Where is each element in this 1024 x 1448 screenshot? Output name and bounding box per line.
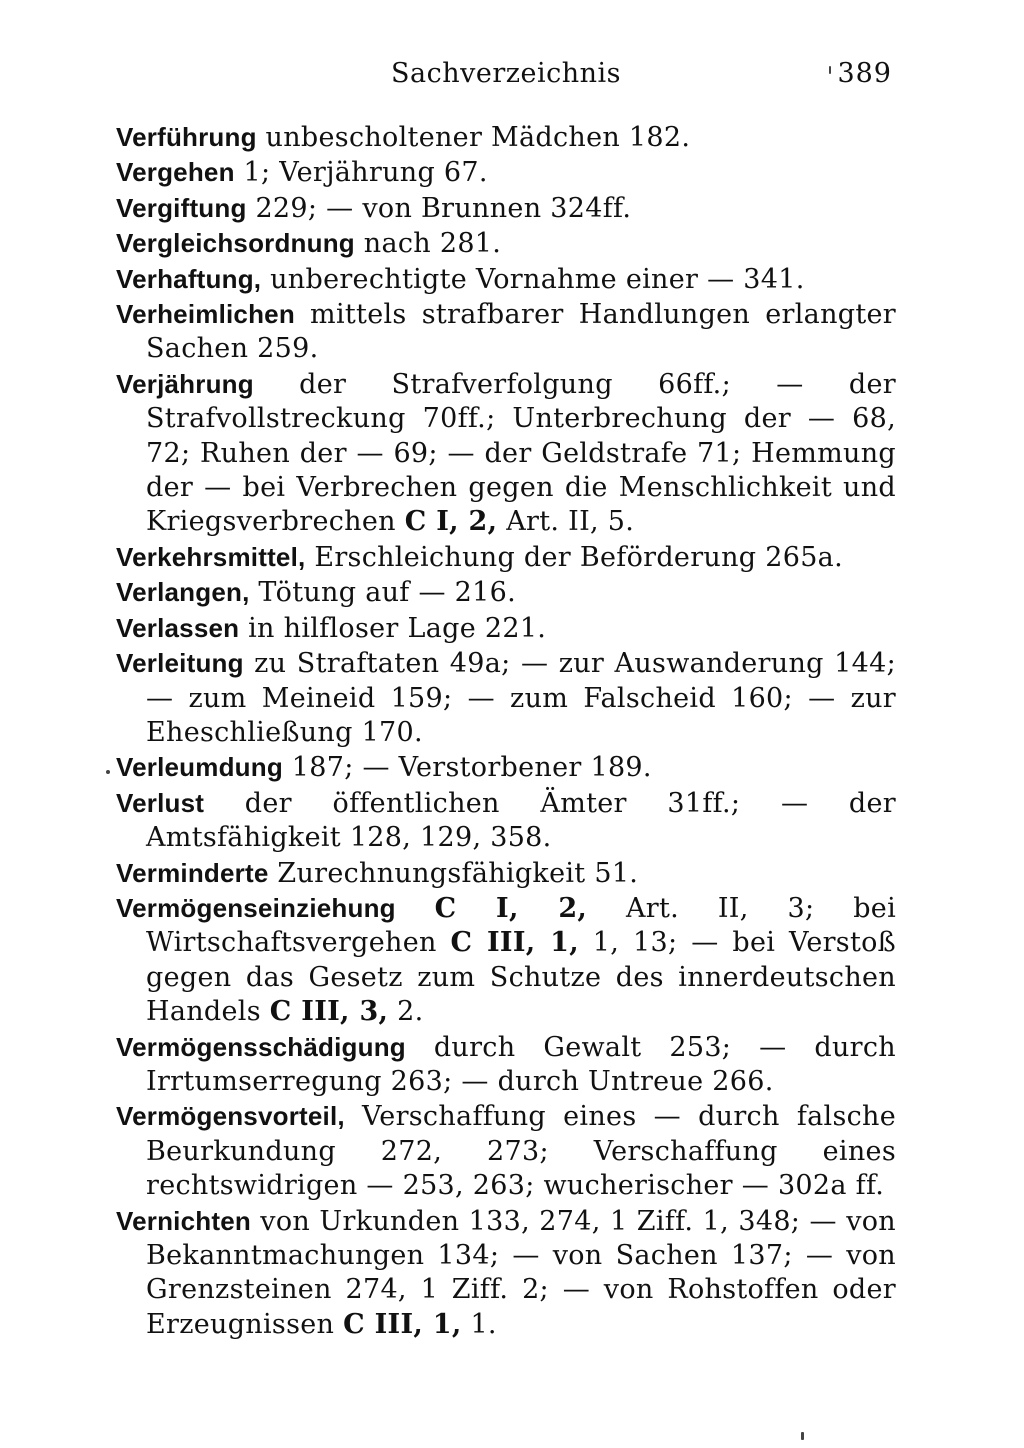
- index-entry: [116, 226, 896, 261]
- scan-speck: [829, 66, 831, 74]
- cross-reference: C III, 1,: [343, 1308, 462, 1340]
- entry-text: 2.: [388, 996, 424, 1028]
- entry-text: Art. II, 3; bei Wirtschaftsvergehen: [146, 892, 897, 959]
- page-title: Sachverzeichnis: [391, 58, 621, 89]
- index-entry: [116, 750, 896, 785]
- entry-text: mittels strafbarer Handlungen erlangter Sachen 259.: [146, 299, 896, 365]
- index-entry: [116, 1099, 896, 1203]
- index-entry: [116, 575, 896, 610]
- cross-reference: C III, 1,: [450, 927, 579, 959]
- index-entry: [116, 155, 896, 190]
- entry-keyword: Verleumdung: [116, 752, 283, 783]
- entry-text: zu Straftaten 49a; — zur Auswanderung 144; — zum Meineid 159; — zum Falscheid 160; — zur Eheschließung 170.: [146, 648, 896, 748]
- entry-text: [396, 893, 435, 924]
- entry-keyword: Vermögensvorteil,: [116, 1101, 345, 1132]
- entry-keyword: Verjährung: [116, 368, 254, 399]
- entry-keyword: Vergehen: [116, 157, 235, 188]
- entry-text: Zurechnungsfähigkeit 51.: [268, 857, 639, 889]
- entry-keyword: Verleitung: [116, 648, 244, 679]
- entry-keyword: Verlassen: [116, 612, 240, 643]
- running-header: [116, 58, 896, 94]
- entry-text: unberechtigte Vornahme einer — 341.: [261, 263, 805, 295]
- entry-text: Verschaffung eines — durch falsche Beurkundung 272, 273; Verschaffung eines rechtswidrigen — 253, 263; wucherischer — 302a ff.: [146, 1101, 896, 1202]
- entry-keyword: Vergiftung: [116, 192, 247, 223]
- entry-text: 1.: [461, 1308, 497, 1340]
- index-entry: [116, 1204, 896, 1343]
- entry-text: 1, 13; — bei Verstoß gegen das Gesetz zum Schutze des innerdeutschen Handels: [146, 927, 897, 1028]
- entry-text: unbescholtener Mädchen 182.: [256, 122, 691, 153]
- entry-keyword: Vermögensschädigung: [116, 1031, 406, 1062]
- cross-reference: C I, 2,: [434, 892, 588, 924]
- entry-keyword: Verlust: [116, 787, 205, 818]
- entry-text: Tötung auf — 216.: [249, 577, 516, 609]
- entry-text: der Strafverfolgung 66ff.; — der Strafvollstreckung 70ff.; Unterbrechung der — 68, 72; Ruhen der — 69; — der Geldstrafe 71; Hemmung der — bei Verbrechen gegen die Menschlichkeit und Kriegsverbrechen: [146, 368, 896, 538]
- entry-keyword: Vergleichsordnung: [116, 228, 355, 259]
- scan-speck: [801, 1432, 804, 1440]
- entry-keyword: Vernichten: [116, 1205, 251, 1236]
- index-entry: [116, 367, 896, 540]
- index-entry: [116, 856, 896, 891]
- entry-keyword: Vermögenseinziehung: [116, 892, 396, 923]
- entry-text: Erschleichung der Beförderung 265a.: [305, 541, 843, 573]
- entry-text: 229; — von Brunnen 324ff.: [246, 192, 632, 224]
- entry-text: 1; Verjährung 67.: [234, 157, 488, 189]
- entry-text: nach 281.: [354, 228, 502, 260]
- cross-reference: C III, 3,: [269, 996, 389, 1028]
- entry-text: in hilfloser Lage 221.: [239, 612, 547, 644]
- index-entry: [116, 540, 896, 575]
- entry-text: von Urkunden 133, 274, 1 Ziff. 1, 348; — von Bekanntmachungen 134; — von Sachen 137; — von Grenzsteinen 274, 1 Ziff. 2; — von Rohstoffen oder Erzeugnissen: [146, 1205, 896, 1340]
- index-entry: [116, 891, 896, 1030]
- entry-text: durch Gewalt 253; — durch Irrtumserregung 263; — durch Untreue 266.: [146, 1031, 896, 1097]
- index-entry: [116, 611, 896, 646]
- index-entry: [116, 297, 896, 367]
- index-entry: [116, 646, 896, 750]
- page-number: 389: [837, 58, 892, 89]
- entry-text: der öffentlichen Ämter 31ff.; — der Amtsfähigkeit 128, 129, 358.: [146, 787, 896, 854]
- entry-keyword: Verminderte: [116, 857, 269, 888]
- index-entry: [116, 262, 896, 297]
- index-entries: [116, 120, 896, 1342]
- entry-text: Art. II, 5.: [497, 506, 635, 538]
- entry-keyword: Verhaftung,: [116, 263, 262, 294]
- scan-speck: [106, 770, 110, 774]
- index-entry: [116, 191, 896, 226]
- index-entry: [116, 1030, 896, 1100]
- entry-keyword: Verlangen,: [116, 577, 250, 608]
- entry-keyword: Verkehrsmittel,: [116, 541, 306, 572]
- index-entry: [116, 120, 896, 155]
- index-entry: [116, 786, 896, 856]
- entry-keyword: Verheimlichen: [116, 299, 295, 330]
- entry-keyword: Verführung: [116, 122, 257, 152]
- entry-text: 187; — Verstorbener 189.: [282, 752, 652, 784]
- cross-reference: C I, 2,: [404, 506, 498, 538]
